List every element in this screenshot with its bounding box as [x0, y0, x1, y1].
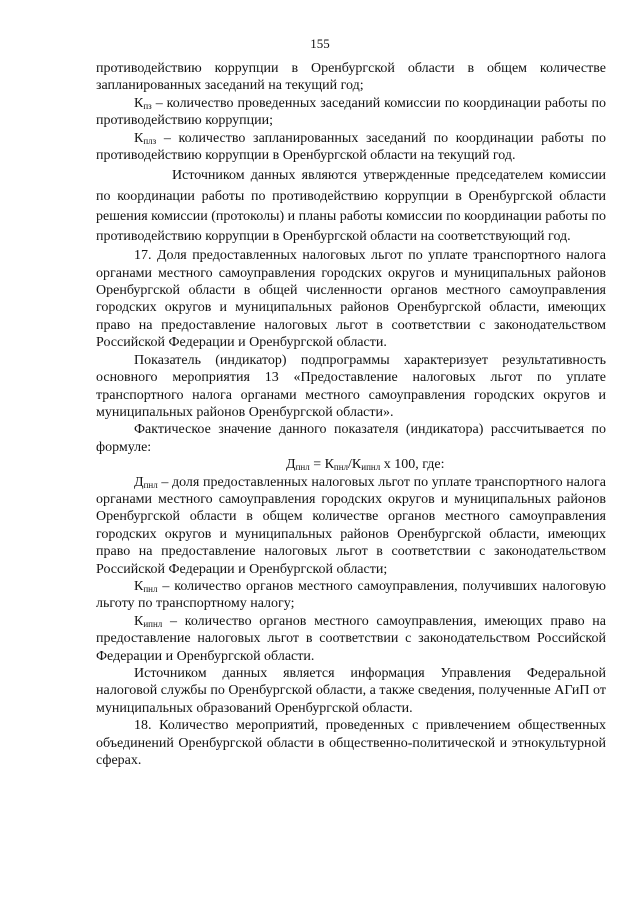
section-18-heading: 18. Количество мероприятий, проведенных с привлечением общественных объединений Оренбургской области в общественно-политической и этнокультурной сферах.: [96, 718, 606, 769]
data-source-paragraph-2: Источником данных является информация Управления Федеральной налоговой службы по Оренбургской области, а также сведения, полученные АГиП от муниципальных образований Оренбургской области.: [96, 666, 606, 716]
formula-intro: Фактическое значение данного показателя (индикатора) рассчитывается по формуле:: [96, 422, 606, 455]
definition-text: – количество проведенных заседаний комиссии по координации работы по противодействию коррупции;: [96, 95, 606, 129]
symbol-k: К: [134, 613, 144, 629]
symbol-k: К: [134, 578, 144, 594]
definition-text: – количество запланированных заседаний по координации работы по противодействию коррупции в Оренбургской области на текущий год.: [96, 130, 606, 164]
formula-eq: = К: [309, 457, 334, 473]
definition-kplz: [96, 130, 606, 165]
subscript-pnl: пнл: [143, 479, 158, 490]
symbol-k: К: [134, 95, 144, 111]
symbol-k: К: [134, 130, 144, 146]
formula-k1-sub: пнл: [333, 462, 349, 473]
definition-kpnl: [96, 578, 606, 613]
formula-d-sub: пнл: [295, 462, 310, 473]
formula-slash: /К: [348, 457, 362, 473]
subscript-pz: пз: [143, 100, 152, 111]
definition-kipnl: [96, 613, 606, 665]
formula-d: Д: [286, 457, 296, 473]
indicator-description: Показатель (индикатор) подпрограммы характеризует результативность основного мероприятия 13 «Предоставление налоговых льгот по уплате транспортного налога органами местного самоуправления городских округов и муниципальных районов Оренбургской области».: [96, 352, 606, 420]
definition-text: – количество органов местного самоуправления, имеющих право на предоставление налоговых льгот в соответствии с законодательством Российской Федерации и Оренбургской области.: [96, 613, 606, 664]
definition-text: – количество органов местного самоуправления, получивших налоговую льготу по транспортному налогу;: [96, 578, 606, 612]
formula-tail: х 100, где:: [380, 457, 445, 473]
page-number: 155: [310, 36, 330, 51]
definition-kpz: [96, 95, 606, 130]
symbol-d: Д: [134, 474, 144, 490]
subscript-ipnl: ипнл: [143, 618, 163, 629]
data-source-paragraph: Источником данных являются утвержденные председателем комиссии по координации работы по противодействию коррупции в Оренбургской области решения комиссии (протоколы) и планы работы комиссии по координации работы по противодействию коррупции в Оренбургской области на соответствующий год.: [96, 168, 606, 245]
subscript-plz: плз: [143, 135, 157, 146]
formula-k2-sub: ипнл: [361, 462, 381, 473]
document-body: [96, 60, 606, 769]
formula: [96, 456, 606, 473]
definition-text: – доля предоставленных налоговых льгот по уплате транспортного налога органами местного самоуправления городских округов и муниципальных районов Оренбургской области в общем количестве органов местного самоуправления городских округов и муниципальных районов Оренбургской области, имеющих право на предоставление налоговых льгот в соответствии с законодательством Российской Федерации и Оренбургской области;: [96, 474, 606, 577]
subscript-pnl: пнл: [143, 583, 158, 594]
section-17-heading: 17. Доля предоставленных налоговых льгот по уплате транспортного налога органами местного самоуправления городских округов и муниципальных районов Оренбургской области в общей численности органов местного самоуправления городских округов и муниципальных районов Оренбургской области, имеющих право на предоставление налоговых льгот в соответствии с законодательством Российской Федерации и Оренбургской области.: [96, 248, 606, 351]
definition-dpnl: [96, 474, 606, 578]
paragraph-continuation: противодействию коррупции в Оренбургской области в общем количестве запланированных заседаний на текущий год;: [96, 61, 606, 94]
